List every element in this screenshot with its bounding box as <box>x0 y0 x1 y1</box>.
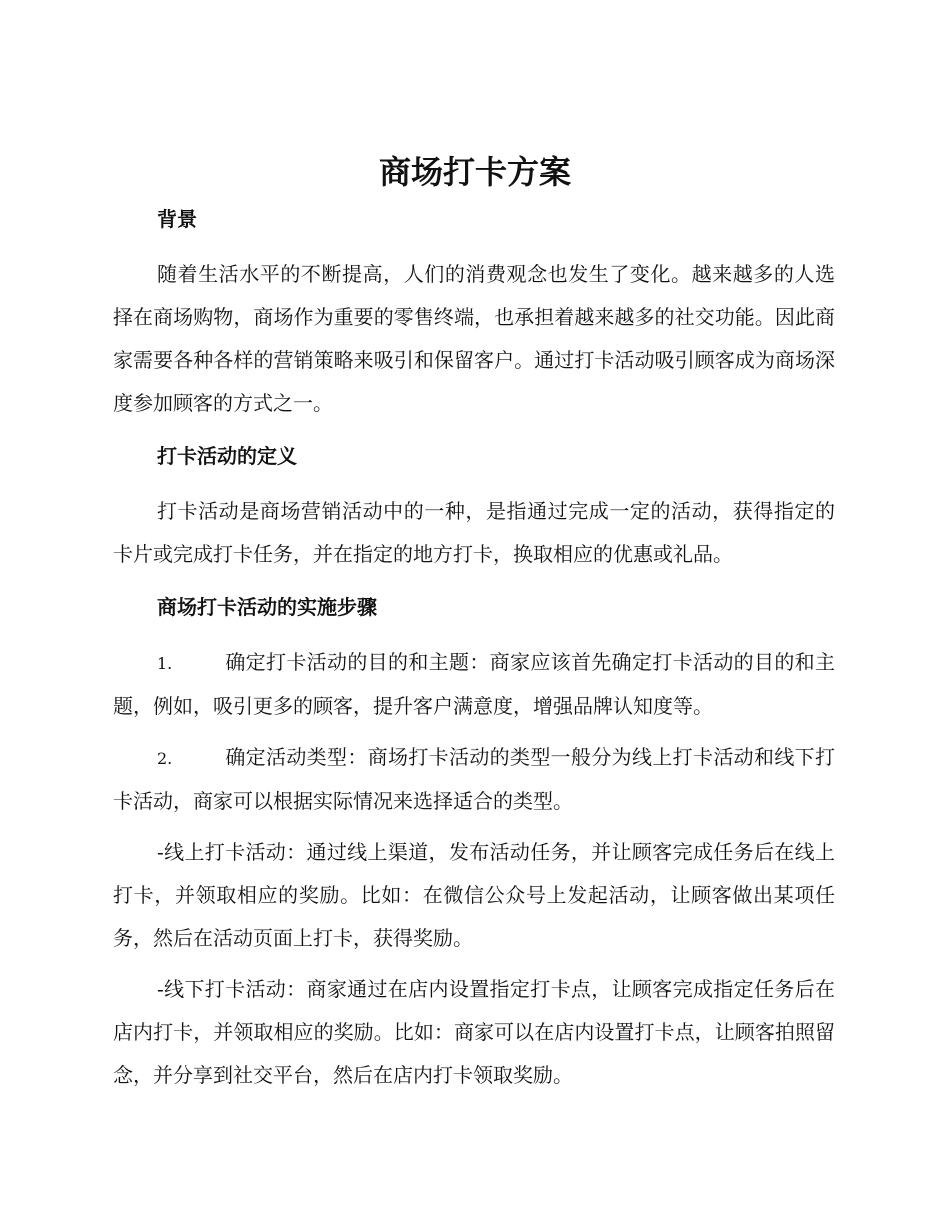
step-text: 确定打卡活动的目的和主题：商家应该首先确定打卡活动的目的和主题，例如，吸引更多的顾客，提升客户满意度，增强品牌认知度等。 <box>113 650 835 718</box>
section-heading: 商场打卡活动的实施步骤 <box>157 595 377 619</box>
section-definition <box>113 441 835 592</box>
section-paragraph: 随着生活水平的不断提高，人们的消费观念也发生了变化。越来越多的人选择在商场购物，商场作为重要的零售终端，也承担着越来越多的社交功能。因此商家需要各种各样的营销策略来吸引和保留客户。通过打卡活动吸引顾客成为商场深度参加顾客的方式之一。 <box>113 262 835 415</box>
section-background <box>113 204 835 441</box>
step-number: 2. <box>157 749 173 768</box>
section-heading: 打卡活动的定义 <box>157 444 297 468</box>
document-title: 商场打卡方案 <box>378 153 571 191</box>
document-body <box>113 204 835 1097</box>
sub-item-offline: -线下打卡活动：商家通过在店内设置指定打卡点，让顾客完成指定任务后在店内打卡，并领取相应的奖励。比如：商家可以在店内设置打卡点，让顾客拍照留念，并分享到社交平台，然后在店内打卡领取奖励。 <box>113 977 835 1087</box>
step-text: 确定活动类型：商场打卡活动的类型一般分为线上打卡活动和线下打卡活动，商家可以根据实际情况来选择适合的类型。 <box>113 745 835 813</box>
step-item <box>113 641 835 728</box>
section-heading: 背景 <box>157 207 197 231</box>
section-steps <box>113 592 835 1097</box>
step-number: 1. <box>157 654 173 673</box>
section-paragraph: 打卡活动是商场营销活动中的一种，是指通过完成一定的活动，获得指定的卡片或完成打卡任务，并在指定的地方打卡，换取相应的优惠或礼品。 <box>113 499 835 566</box>
step-item <box>113 736 835 823</box>
sub-item-online: -线上打卡活动：通过线上渠道，发布活动任务，并让顾客完成任务后在线上打卡，并领取相应的奖励。比如：在微信公众号上发起活动，让顾客做出某项任务，然后在活动页面上打卡，获得奖励。 <box>113 840 835 950</box>
